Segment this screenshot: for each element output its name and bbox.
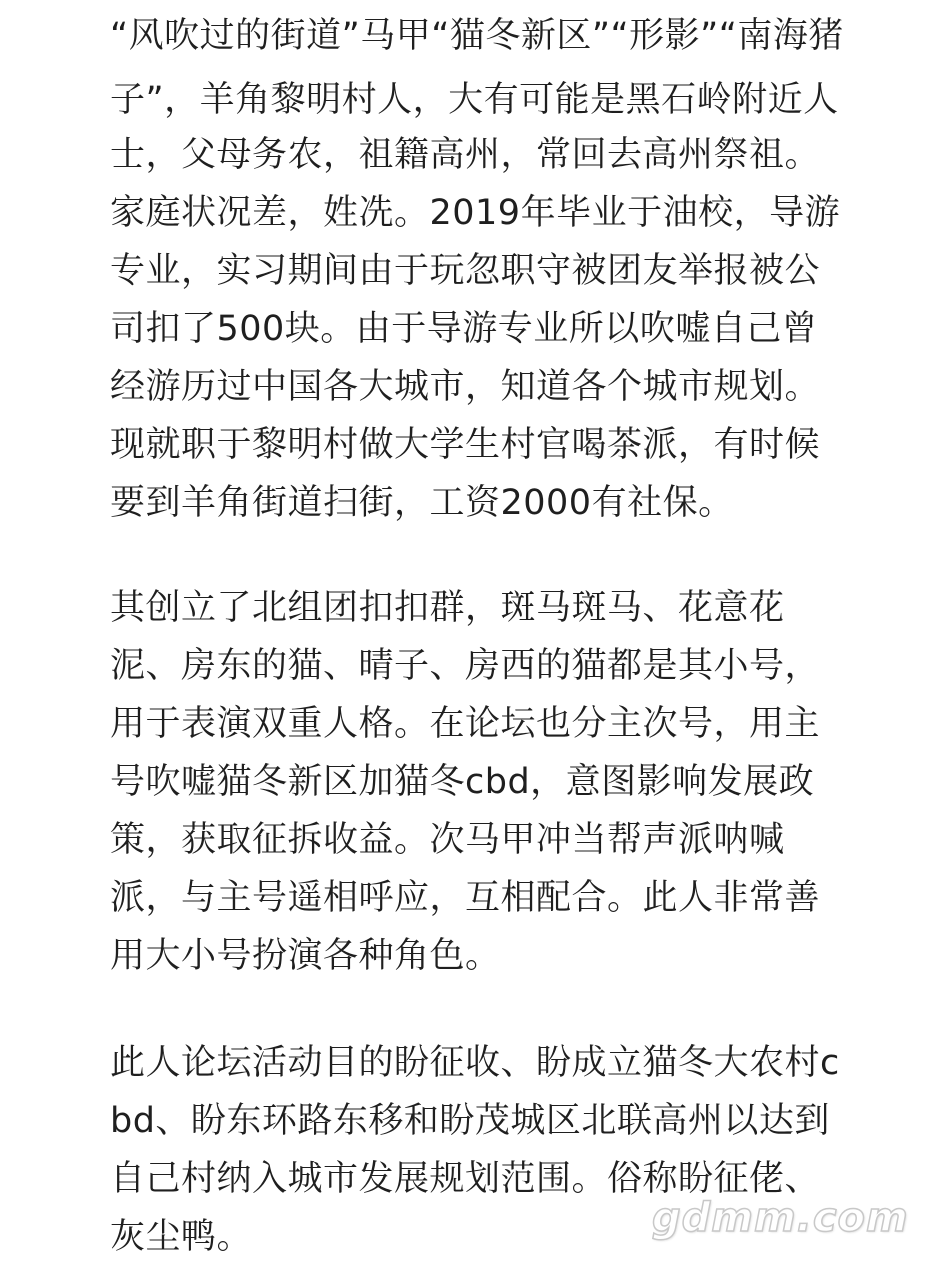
paragraph-line: 此人论坛活动目的盼征收、盼成立猫冬大农村c xyxy=(110,1043,840,1083)
paragraph-line: 家庭状况差，姓冼。2019年毕业于油校，导游 xyxy=(110,193,841,233)
paragraph-line: 专业，实习期间由于玩忽职守被团友举报被公 xyxy=(110,251,821,291)
paragraph-line: “风吹过的街道”马甲“猫冬新区”“形影”“南海猪 xyxy=(110,16,844,56)
paragraph-line: 号吹嘘猫冬新区加猫冬cbd，意图影响发展政 xyxy=(110,762,815,802)
paragraph-line: 自己村纳入城市发展规划范围。俗称盼征佬、 xyxy=(110,1159,821,1199)
paragraph-line: 司扣了500块。由于导游专业所以吹嘘自己曾 xyxy=(110,309,818,349)
paragraph-line: 其创立了北组团扣扣群，斑马斑马、花意花 xyxy=(110,588,785,628)
paragraph-line: 现就职于黎明村做大学生村官喝茶派，有时候 xyxy=(110,425,821,465)
paragraph-line: 泥、房东的猫、晴子、房西的猫都是其小号， xyxy=(110,646,821,686)
paragraph-line: 用大小号扮演各种角色。 xyxy=(110,936,501,976)
paragraph-line: 用于表演双重人格。在论坛也分主次号，用主 xyxy=(110,704,821,744)
paragraph-line: 灰尘鸭。 xyxy=(110,1217,253,1257)
paragraph-line: 子”，羊角黎明村人，大有可能是黑石岭附近人 xyxy=(110,80,839,120)
paragraph-line: 经游历过中国各大城市，知道各个城市规划。 xyxy=(110,367,821,407)
paragraph-line: 策，获取征拆收益。次马甲冲当帮声派呐喊 xyxy=(110,820,785,860)
site-watermark: gdmm.com xyxy=(652,1195,909,1241)
paragraph-line: 士，父母务农，祖籍高州，常回去高州祭祖。 xyxy=(110,135,821,175)
paragraph-line: 派，与主号遥相呼应，互相配合。此人非常善 xyxy=(110,878,821,918)
paragraph-line: 要到羊角街道扫街，工资2000有社保。 xyxy=(110,483,734,523)
paragraph-line: bd、盼东环路东移和盼茂城区北联高州以达到 xyxy=(110,1101,830,1141)
